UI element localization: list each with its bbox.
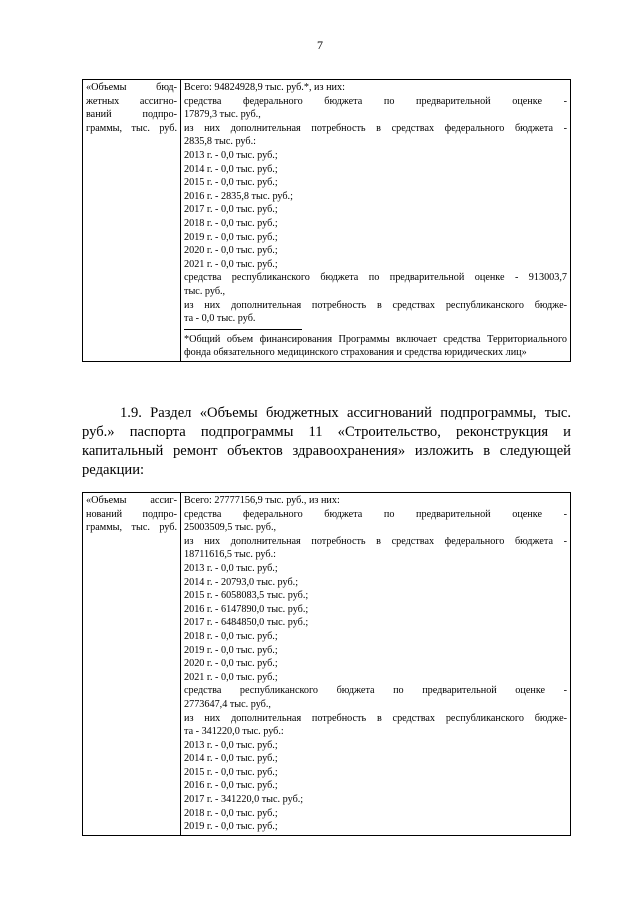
- content-line: средства республиканского бюджета по предварительной оценке -: [184, 685, 567, 697]
- content-line: 2019 г. - 0,0 тыс. руб.;: [184, 644, 278, 656]
- table-row: [83, 493, 571, 836]
- content-line: тыс. руб.,: [184, 285, 226, 297]
- content-line: 2013 г. - 0,0 тыс. руб.;: [184, 562, 278, 574]
- label-line: жетных ассигно-: [86, 95, 177, 107]
- content-line: 2016 г. - 0,0 тыс. руб.;: [184, 780, 278, 792]
- content-line: 2835,8 тыс. руб.:: [184, 136, 256, 148]
- funding-table-new: [82, 492, 571, 836]
- content-line: 2015 г. - 0,0 тыс. руб.;: [184, 766, 278, 778]
- amendment-paragraph: 1.9. Раздел «Объемы бюджетных ассигнований подпрограммы, тыс. руб.» паспорта подпрограммы 11 «Строительство, реконструкция и капитальный ремонт объектов здравоохранения» изложить в следующей редакции:: [82, 405, 571, 478]
- content-line: 2013 г. - 0,0 тыс. руб.;: [184, 739, 278, 751]
- content-line: 2016 г. - 2835,8 тыс. руб.;: [184, 190, 293, 202]
- content-line: 2017 г. - 6484850,0 тыс. руб.;: [184, 617, 309, 629]
- content-line: 2773647,4 тыс. руб.,: [184, 698, 271, 710]
- content-line: из них дополнительная потребность в средствах республиканского бюдже-: [184, 712, 567, 724]
- content-line: Всего: 27777156,9 тыс. руб., из них:: [184, 495, 340, 506]
- content-line: та - 0,0 тыс. руб.: [184, 313, 256, 325]
- row-content-cell: [181, 493, 571, 836]
- footnote-divider: [184, 329, 302, 330]
- content-line: 2014 г. - 20793,0 тыс. руб.;: [184, 576, 299, 588]
- content-line: из них дополнительная потребность в средствах федерального бюджета -: [184, 535, 567, 547]
- content-line: 2017 г. - 0,0 тыс. руб.;: [184, 204, 278, 216]
- funding-table-current: [82, 79, 571, 362]
- content-line: 2019 г. - 0,0 тыс. руб.;: [184, 231, 278, 243]
- content-line: 2021 г. - 0,0 тыс. руб.;: [184, 258, 278, 270]
- content-line: 2017 г. - 341220,0 тыс. руб.;: [184, 794, 304, 806]
- content-line: средства федерального бюджета по предварительной оценке -: [184, 508, 567, 520]
- content-line: 2015 г. - 0,0 тыс. руб.;: [184, 177, 278, 189]
- content-line: 2020 г. - 0,0 тыс. руб.;: [184, 245, 278, 257]
- label-line: «Объемы ассиг-: [86, 495, 177, 506]
- content-line: 2014 г. - 0,0 тыс. руб.;: [184, 753, 278, 765]
- page-number: 7: [317, 38, 323, 52]
- content-line: 2018 г. - 0,0 тыс. руб.;: [184, 630, 278, 642]
- content-line: 25003509,5 тыс. руб.,: [184, 522, 277, 534]
- content-line: 2015 г. - 6058083,5 тыс. руб.;: [184, 590, 309, 602]
- row-label-cell: [83, 493, 181, 836]
- content-line: 2018 г. - 0,0 тыс. руб.;: [184, 217, 278, 229]
- row-content-cell: [181, 80, 571, 362]
- content-line: из них дополнительная потребность в средствах республиканского бюдже-: [184, 299, 567, 311]
- label-line: граммы, тыс. руб.: [86, 122, 177, 134]
- content-line: 2021 г. - 0,0 тыс. руб.;: [184, 671, 278, 683]
- content-line: 2018 г. - 0,0 тыс. руб.;: [184, 807, 278, 819]
- content-line: 2014 г. - 0,0 тыс. руб.;: [184, 163, 278, 175]
- row-label-cell: [83, 80, 181, 362]
- content-line: 2016 г. - 6147890,0 тыс. руб.;: [184, 603, 309, 615]
- content-line: средства республиканского бюджета по предварительной оценке - 913003,7: [184, 272, 567, 284]
- content-line: та - 341220,0 тыс. руб.:: [184, 726, 284, 738]
- content-line: 2020 г. - 0,0 тыс. руб.;: [184, 658, 278, 670]
- content-line: Всего: 94824928,9 тыс. руб.*, из них:: [184, 82, 345, 93]
- table-row: [83, 80, 571, 362]
- label-line: нований подпро-: [86, 508, 177, 520]
- label-line: ваний подпро-: [86, 109, 177, 121]
- content-line: 18711616,5 тыс. руб.:: [184, 549, 276, 561]
- label-line: «Объемы бюд-: [86, 82, 177, 93]
- content-line: средства федерального бюджета по предварительной оценке -: [184, 95, 567, 107]
- footnote: *Общий объем финансирования Программы включает средства Территориального фонда обязательного медицинского страхования и средства юридических лиц»: [184, 333, 567, 359]
- content-line: 2019 г. - 0,0 тыс. руб.;: [184, 821, 278, 833]
- content-line: 2013 г. - 0,0 тыс. руб.;: [184, 149, 278, 161]
- content-line: из них дополнительная потребность в средствах федерального бюджета -: [184, 122, 567, 134]
- content-line: 17879,3 тыс. руб.,: [184, 109, 261, 121]
- label-line: граммы, тыс. руб.: [86, 522, 177, 534]
